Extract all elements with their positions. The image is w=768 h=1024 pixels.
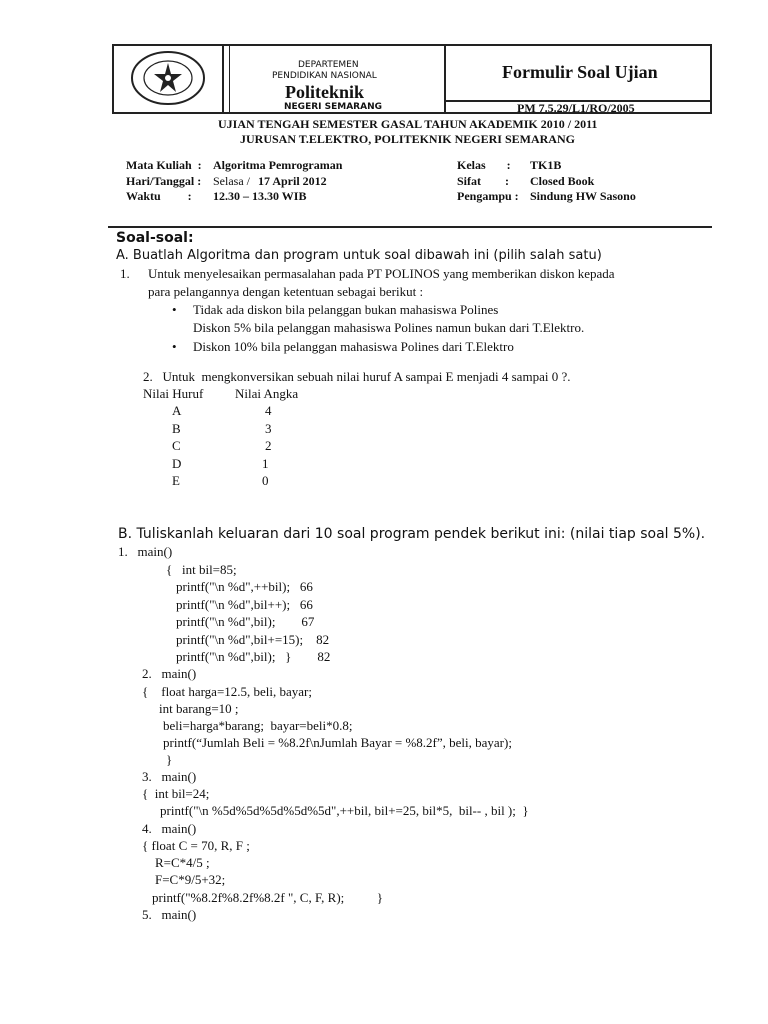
grade-huruf: E: [172, 473, 180, 488]
grade-huruf: B: [172, 421, 181, 436]
q2-text: 2. Untuk mengkonversikan sebuah nilai huruf A sampai E menjadi 4 sampai 0 ?.: [143, 369, 571, 384]
bullet-icon: •: [172, 302, 177, 317]
code-line: 5. main(): [142, 907, 197, 922]
header-divider: [444, 46, 446, 112]
ht-label: Hari/Tanggal :: [126, 174, 202, 188]
institution-sub: NEGERI SEMARANG: [284, 102, 382, 112]
grade-huruf: C: [172, 438, 181, 453]
header-divider: [222, 46, 224, 112]
code-line: printf("\n %d",bil); } 82: [176, 649, 331, 664]
code-line: printf("\n %d",bil+=15); 82: [176, 632, 330, 647]
wk-label: Waktu :: [126, 189, 192, 203]
code-line: }: [166, 752, 173, 767]
ht-value-date: 17 April 2012: [258, 174, 327, 188]
code-line: printf("\n %d",bil); 67: [176, 614, 315, 629]
polines-logo: [130, 50, 206, 106]
grade-huruf: A: [172, 403, 182, 418]
code-line: printf("\n %d",bil++); 66: [176, 597, 313, 612]
kelas-label: Kelas :: [457, 158, 511, 172]
code-line: beli=harga*barang; bayar=beli*0.8;: [163, 718, 353, 733]
code-line: printf("%8.2f%8.2f%8.2f ", C, F, R); }: [152, 890, 384, 905]
code-line: 3. main(): [142, 769, 197, 784]
bullet-1b: Diskon 5% bila pelanggan mahasiswa Polines namun bukan dari T.Elektro.: [193, 320, 585, 335]
pengampu-value: Sindung HW Sasono: [530, 189, 636, 203]
dept-line2: PENDIDIKAN NASIONAL: [272, 71, 377, 81]
code-line: F=C*9/5+32;: [155, 872, 226, 887]
grade-head-angka: Nilai Angka: [235, 386, 299, 401]
kelas-value: TK1B: [530, 158, 562, 172]
code-line: printf(“Jumlah Beli = %8.2f\nJumlah Bayar = %8.2f”, beli, bayar);: [163, 735, 512, 750]
header-divider: [229, 46, 230, 112]
pengampu-label: Pengampu :: [457, 189, 519, 203]
code-line: 2. main(): [142, 666, 197, 681]
wk-value: 12.30 – 13.30 WIB: [213, 189, 307, 203]
bullet-1: Tidak ada diskon bila pelanggan bukan mahasiswa Polines: [193, 302, 499, 317]
grade-huruf: D: [172, 456, 182, 471]
code-line: printf("\n %5d%5d%5d%5d%5d",++bil, bil+=25, bil*5, bil-- , bil ); }: [160, 803, 529, 818]
form-code: PM 7.5.29/L1/RO/2005: [517, 101, 635, 115]
bullet-2: Diskon 10% bila pelanggan mahasiswa Polines dari T.Elektro: [193, 339, 514, 354]
code-line: { int bil=24;: [142, 786, 210, 801]
bullet-icon: •: [172, 339, 177, 354]
q1-line2: para pelangannya dengan ketentuan sebagai berikut :: [148, 284, 424, 299]
form-title: Formulir Soal Ujian: [502, 62, 658, 82]
code-line: R=C*4/5 ;: [155, 855, 210, 870]
exam-title-line2: JURUSAN T.ELEKTRO, POLITEKNIK NEGERI SEMARANG: [240, 132, 575, 146]
code-line: { int bil=85;: [166, 562, 237, 577]
mk-label: Mata Kuliah :: [126, 158, 202, 172]
grade-angka: 3: [265, 421, 272, 436]
code-line: 4. main(): [142, 821, 197, 836]
exam-title-line1: UJIAN TENGAH SEMESTER GASAL TAHUN AKADEMIK 2010 / 2011: [218, 117, 598, 131]
grade-angka: 4: [265, 403, 272, 418]
ht-value-day: Selasa /: [213, 174, 253, 188]
code-line: int barang=10 ;: [159, 701, 239, 716]
grade-angka: 2: [265, 438, 272, 453]
code-line: { float C = 70, R, F ;: [142, 838, 250, 853]
grade-angka: 0: [262, 473, 269, 488]
section-title: Soal-soal:: [116, 230, 194, 246]
dept-line1: DEPARTEMEN: [298, 60, 359, 70]
mk-value: Algoritma Pemrograman: [213, 158, 343, 172]
code-line: printf("\n %d",++bil); 66: [176, 579, 313, 594]
q1-line1: Untuk menyelesaikan permasalahan pada PT POLINOS yang memberikan diskon kepada: [148, 266, 615, 281]
sifat-label: Sifat :: [457, 174, 509, 188]
grade-angka: 1: [262, 456, 269, 471]
part-b-heading: B. Tuliskanlah keluaran dari 10 soal program pendek berikut ini: (nilai tiap soal 5%).: [118, 526, 706, 542]
part-a-heading: A. Buatlah Algoritma dan program untuk soal dibawah ini (pilih salah satu): [116, 248, 602, 263]
institution-name: Politeknik: [285, 82, 365, 102]
sifat-value: Closed Book: [530, 174, 595, 188]
horizontal-rule: [108, 226, 712, 228]
code-line: { float harga=12.5, beli, bayar;: [142, 684, 313, 699]
grade-head-huruf: Nilai Huruf: [143, 386, 204, 401]
code-line: 1. main(): [118, 544, 173, 559]
q1-number: 1.: [120, 266, 130, 281]
